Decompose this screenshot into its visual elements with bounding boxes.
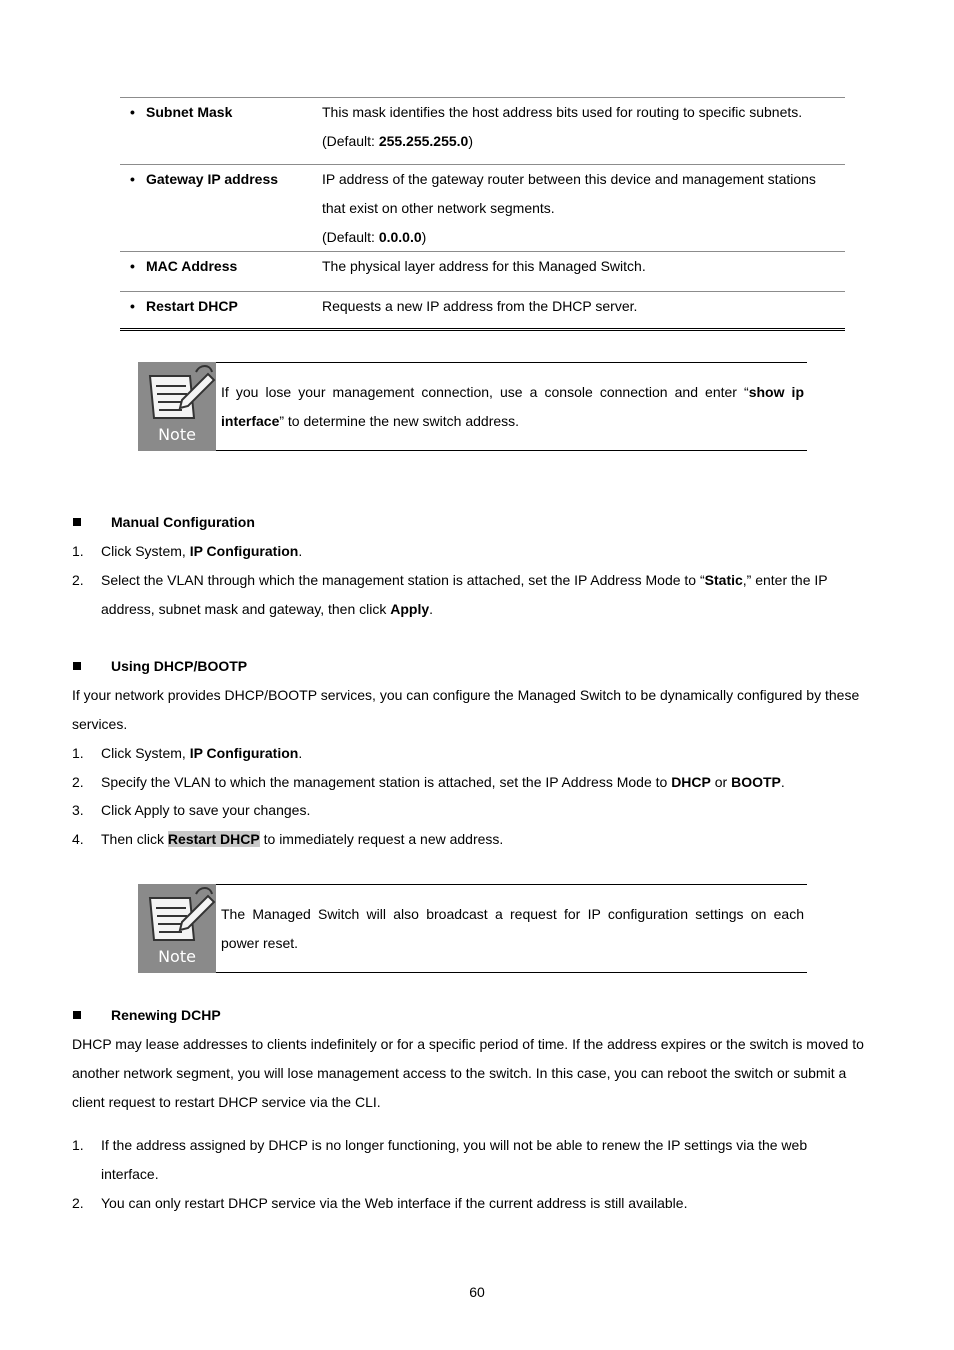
note-icon <box>138 884 216 973</box>
param-description: Requests a new IP address from the DHCP server. <box>322 298 638 314</box>
table-row-restart-dhcp <box>120 291 845 331</box>
note-icon <box>138 362 216 451</box>
page-number: 60 <box>469 1284 485 1300</box>
paragraph-line: services. <box>72 716 128 732</box>
table-bottom-border <box>120 328 845 331</box>
param-name: Restart DHCP <box>146 298 238 314</box>
param-description: IP address of the gateway router between this device and management stations <box>322 171 816 187</box>
param-description: This mask identifies the host address bits used for routing to specific subnets. <box>322 104 803 120</box>
list-item-continuation: address, subnet mask and gateway, then click Apply. <box>101 601 434 617</box>
note-text-line: The Managed Switch will also broadcast a request for IP configuration settings on each <box>221 906 804 922</box>
table-row-mac-address <box>120 251 845 291</box>
note-box <box>138 884 807 973</box>
svg-text:Note: Note <box>158 425 196 444</box>
param-default: (Default: 255.255.255.0) <box>322 133 474 149</box>
square-bullet-icon <box>73 662 81 670</box>
parameter-table <box>120 97 845 331</box>
param-default: (Default: 0.0.0.0) <box>322 229 427 245</box>
param-description: The physical layer address for this Managed Switch. <box>322 258 646 274</box>
param-name: MAC Address <box>146 258 238 274</box>
paragraph-line: client request to restart DHCP service via the CLI. <box>72 1094 381 1110</box>
bullet-icon: • <box>130 104 135 120</box>
param-name: Subnet Mask <box>146 104 233 120</box>
note-text-line: If you lose your management connection, use a console connection and enter “show ip <box>221 384 804 400</box>
paragraph-line: another network segment, you will lose management access to the switch. In this case, you can reboot the switch or submit a <box>72 1065 847 1081</box>
param-description-cont: that exist on other network segments. <box>322 200 555 216</box>
restart-dhcp-highlight: Restart DHCP <box>167 831 260 847</box>
paragraph-line: DHCP may lease addresses to clients indefinitely or for a specific period of time. If the address expires or the switch is moved to <box>72 1036 864 1052</box>
list-item-continuation: interface. <box>101 1166 159 1182</box>
table-row-subnet-mask <box>120 97 845 164</box>
note-text-line: interface” to determine the new switch address. <box>221 413 520 429</box>
table-row-gateway-ip <box>120 164 845 251</box>
bullet-icon: • <box>130 298 135 314</box>
param-name: Gateway IP address <box>146 171 279 187</box>
note-text-line: power reset. <box>221 935 299 951</box>
paragraph-line: If your network provides DHCP/BOOTP services, you can configure the Managed Switch to be dynamically configured by these <box>72 687 860 703</box>
bullet-icon: • <box>130 258 135 274</box>
bullet-icon: • <box>130 171 135 187</box>
note-box <box>138 362 807 451</box>
square-bullet-icon <box>73 1011 81 1019</box>
svg-text:Note: Note <box>158 947 196 966</box>
square-bullet-icon <box>73 518 81 526</box>
